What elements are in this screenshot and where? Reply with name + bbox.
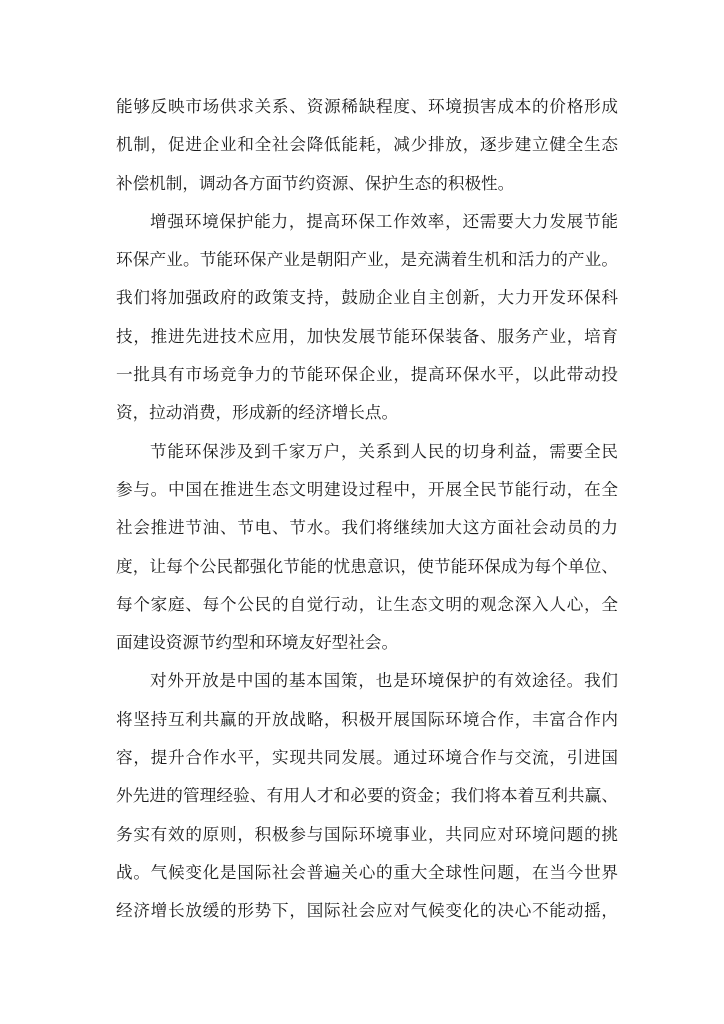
text-line: 我们将加强政府的政策支持，鼓励企业自主创新，大力开发环保科 — [116, 288, 618, 308]
text-line: 容，提升合作水平，实现共同发展。通过环境合作与交流，引进国 — [116, 748, 618, 768]
text-line: 将坚持互利共赢的开放战略，积极开展国际环境合作，丰富合作内 — [116, 709, 618, 729]
text-line: 面建设资源节约型和环境友好型社会。 — [116, 633, 399, 653]
text-line: 度，让每个公民都强化节能的忧患意识，使节能环保成为每个单位、 — [116, 556, 618, 576]
text-line: 外先进的管理经验、有用人才和必要的资金；我们将本着互利共赢、 — [116, 786, 618, 806]
text-line: 能够反映市场供求关系、资源稀缺程度、环境损害成本的价格形成 — [116, 97, 618, 116]
text-line: 补偿机制，调动各方面节约资源、保护生态的积极性。 — [116, 173, 515, 193]
text-line: 对外开放是中国的基本国策，也是环境保护的有效途径。我们 — [150, 671, 618, 691]
text-line: 资，拉动消费，形成新的经济增长点。 — [116, 403, 399, 423]
text-line: 技，推进先进技术应用，加快发展节能环保装备、服务产业，培育 — [116, 326, 618, 346]
text-line: 务实有效的原则，积极参与国际环境事业，共同应对环境问题的挑 — [116, 824, 618, 844]
text-line: 一批具有市场竞争力的节能环保企业，提高环保水平，以此带动投 — [116, 365, 618, 385]
text-line: 社会推进节油、节电、节水。我们将继续加大这方面社会动员的力 — [116, 518, 618, 538]
text-line: 增强环境保护能力，提高环保工作效率，还需要大力发展节能 — [150, 211, 618, 231]
text-line: 机制，促进企业和全社会降低能耗，减少排放，逐步建立健全生态 — [116, 135, 618, 155]
text-line: 节能环保涉及到千家万户，关系到人民的切身利益，需要全民 — [150, 441, 618, 461]
text-line: 经济增长放缓的形势下，国际社会应对气候变化的决心不能动摇， — [116, 901, 618, 921]
text-line: 每个家庭、每个公民的自觉行动，让生态文明的观念深入人心，全 — [116, 594, 618, 614]
text-line: 参与。中国在推进生态文明建设过程中，开展全民节能行动，在全 — [116, 479, 618, 499]
text-line: 战。气候变化是国际社会普遍关心的重大全球性问题，在当今世界 — [116, 862, 618, 882]
body-text — [116, 88, 618, 931]
text-line: 环保产业。节能环保产业是朝阳产业，是充满着生机和活力的产业。 — [116, 250, 618, 270]
